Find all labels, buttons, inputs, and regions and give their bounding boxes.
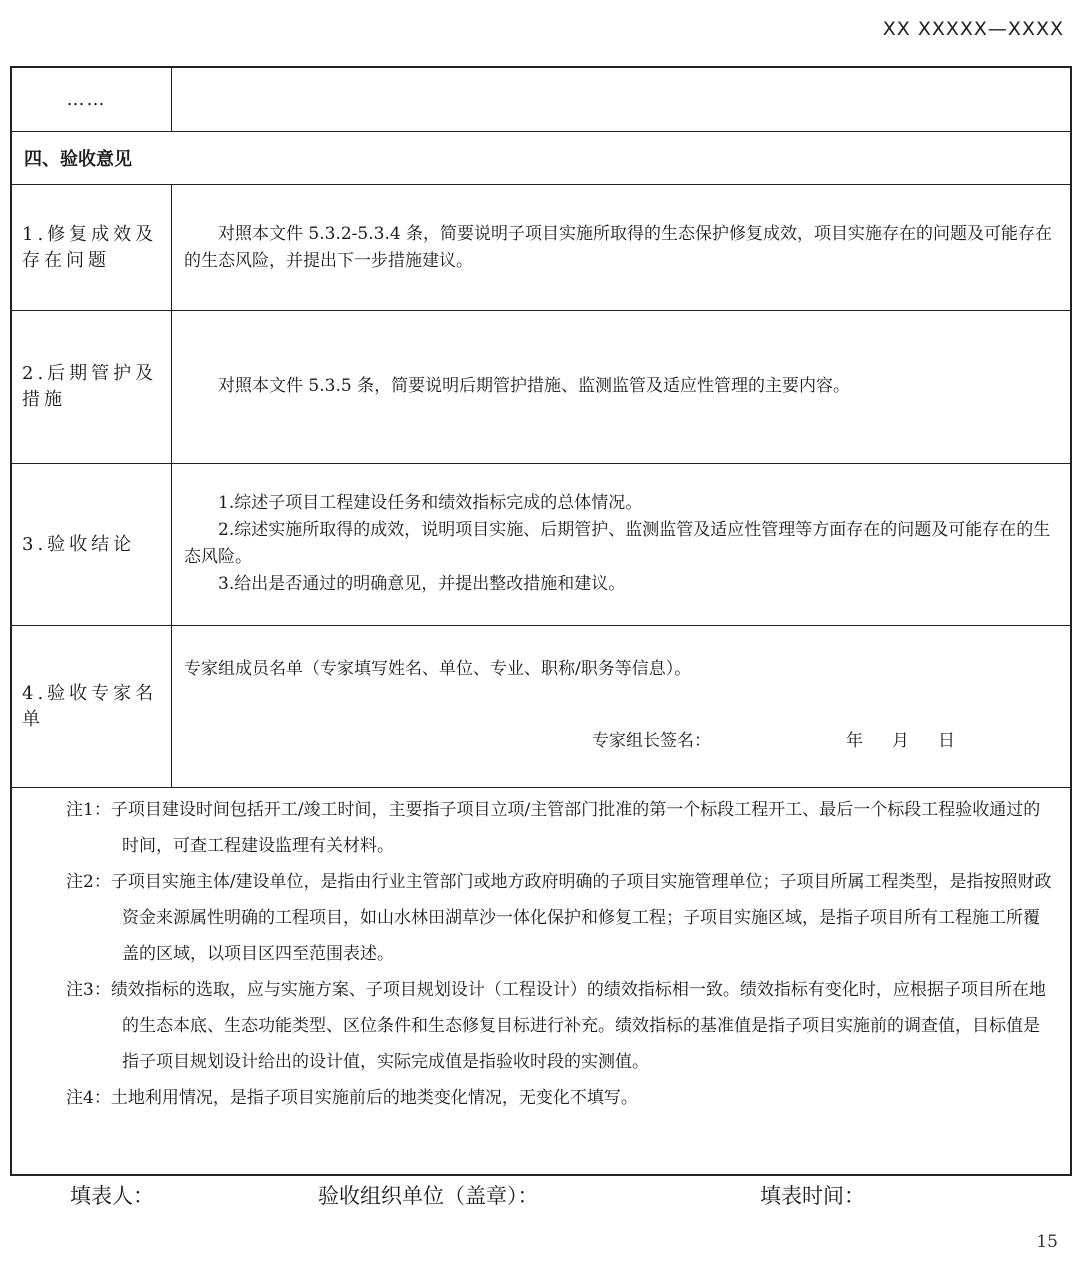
label-expert-list: 4.验收专家名单: [12, 626, 172, 787]
expert-leader-signature: 专家组长签名：: [592, 731, 711, 751]
ellipsis-cell: ……: [12, 68, 172, 131]
content-acceptance-conclusion: [172, 464, 1070, 625]
ellipsis-row: [12, 68, 1070, 132]
section-title: 四、验收意见: [24, 149, 132, 170]
content-expert-list: [172, 626, 1070, 787]
expert-list-text: 专家组成员名单（专家填写姓名、单位、专业、职称/职务等信息）。: [184, 659, 692, 679]
section-title-row: [12, 132, 1070, 185]
conclusion-item-1: 1.综述子项目工程建设任务和绩效指标完成的总体情况。: [218, 493, 643, 513]
repair-effect-text: 对照本文件 5.3.2-5.3.4 条，简要说明子项目实施所取得的生态保护修复成效，项目实施存在的问题及可能存在的生态风险，并提出下一步措施建议。: [184, 224, 1053, 271]
note-3: 注3：绩效指标的选取，应与实施方案、子项目规划设计（工程设计）的绩效指标相一致。绩效指标有变化时，应根据子项目所在地的生态本底、生态功能类型、区位条件和生态修复目标进行补充。绩效指标的基准值是指子项目实施前的调查值，目标值是指子项目规划设计给出的设计值，实际完成值是指验收时段的实测值。: [66, 980, 1046, 1072]
signature-date: 年 月 日: [846, 731, 961, 751]
filler-label: 填表人：: [70, 1184, 154, 1208]
form-footer: [0, 1180, 1080, 1214]
document-code: XX XXXXX—XXXX: [882, 18, 1064, 40]
row-expert-list: [12, 626, 1070, 788]
label-post-management: 2.后期管护及措施: [12, 311, 172, 463]
acceptance-form-table: [10, 66, 1072, 1176]
page-number: 15: [1036, 1232, 1058, 1252]
note-2: 注2：子项目实施主体/建设单位，是指由行业主管部门或地方政府明确的子项目实施管理单位；子项目所属工程类型，是指按照财政资金来源属性明确的工程项目，如山水林田湖草沙一体化保护和修复工程；子项目实施区域，是指子项目所有工程施工所覆盖的区域，以项目区四至范围表述。: [66, 872, 1052, 964]
content-repair-effect: [172, 185, 1070, 310]
post-management-text: 对照本文件 5.3.5 条，简要说明后期管护措施、监测监管及适应性管理的主要内容。: [218, 376, 851, 396]
fill-time-label: 填表时间：: [760, 1184, 865, 1208]
conclusion-item-2: 2.综述实施所取得的成效，说明项目实施、后期管护、监测监管及适应性管理等方面存在的问题及可能存在的生态风险。: [184, 520, 1051, 567]
note-4: 注4：土地利用情况，是指子项目实施前后的地类变化情况，无变化不填写。: [66, 1088, 638, 1108]
content-post-management: [172, 311, 1070, 463]
note-1: 注1：子项目建设时间包括开工/竣工时间，主要指子项目立项/主管部门批准的第一个标段工程开工、最后一个标段工程验收通过的时间，可查工程建设监理有关材料。: [66, 800, 1041, 856]
notes-section: [12, 788, 1070, 1116]
label-repair-effect: 1.修复成效及存在问题: [12, 185, 172, 310]
row-repair-effect: [12, 185, 1070, 311]
ellipsis-value-cell: [172, 68, 1070, 131]
label-acceptance-conclusion: 3.验收结论: [12, 464, 172, 625]
row-post-management: [12, 311, 1070, 464]
organization-seal-label: 验收组织单位（盖章）：: [318, 1184, 539, 1208]
conclusion-item-3: 3.给出是否通过的明确意见，并提出整改措施和建议。: [218, 574, 626, 594]
row-acceptance-conclusion: [12, 464, 1070, 626]
